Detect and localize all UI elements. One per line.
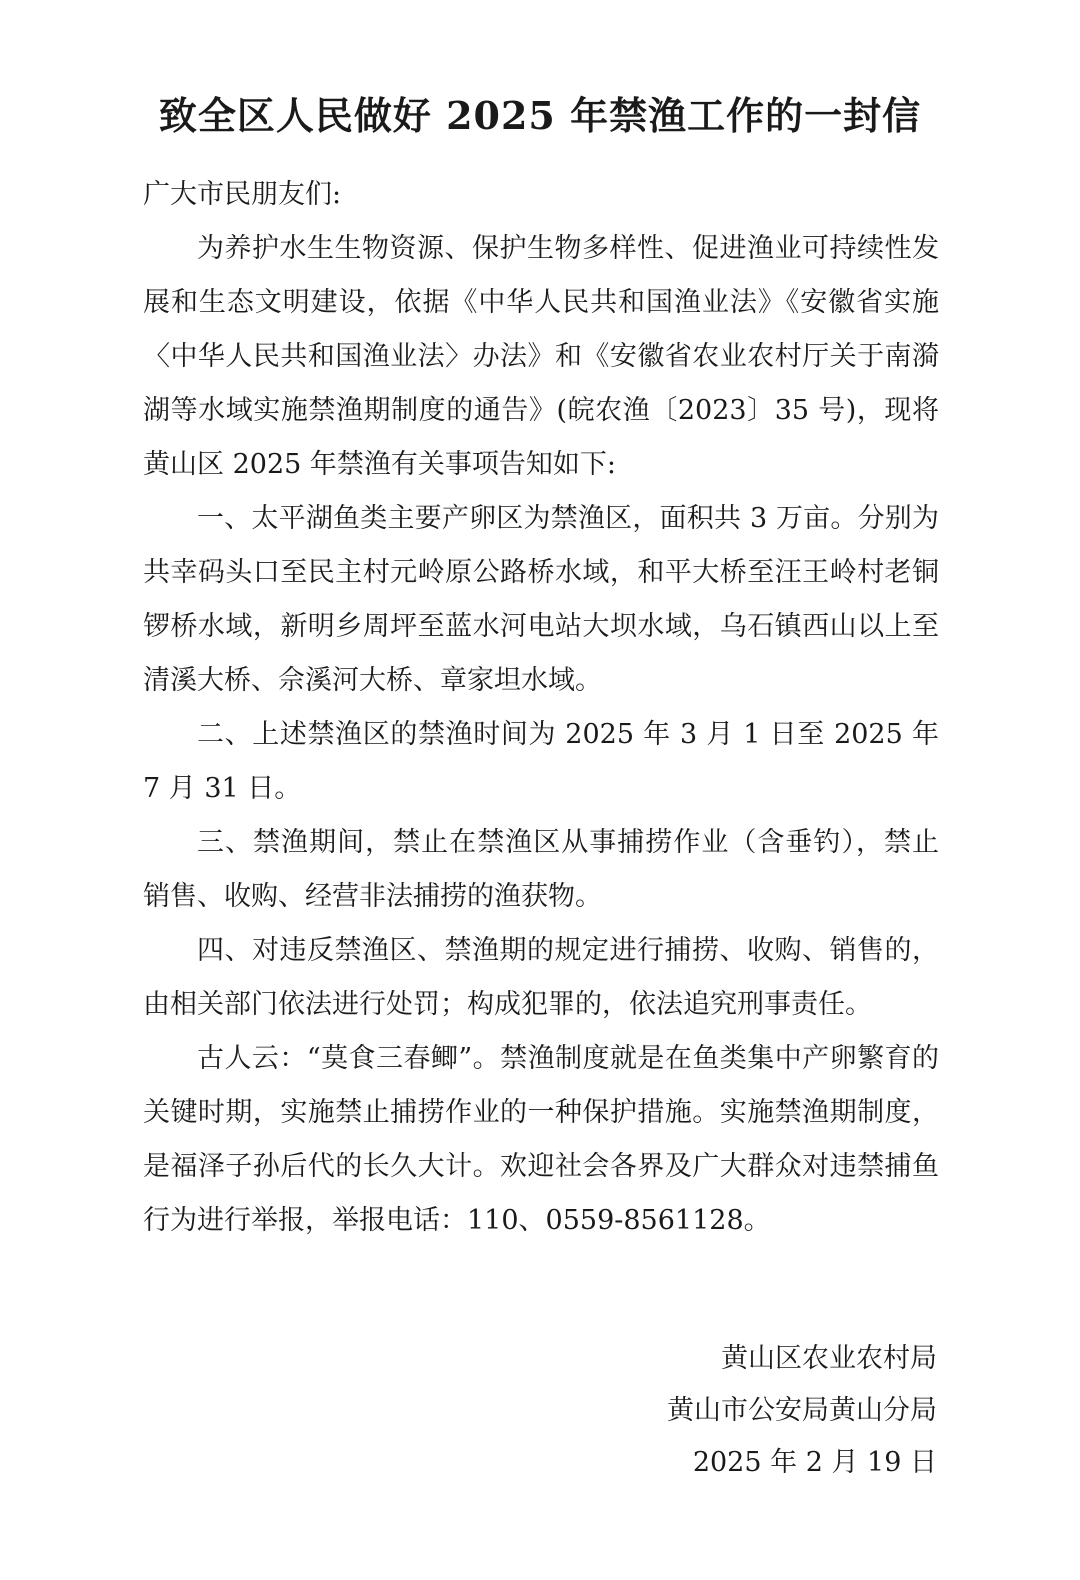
signature-block: [667, 1333, 937, 1489]
letter-body: [143, 168, 939, 1248]
paragraph-item-3: 三、禁渔期间，禁止在禁渔区从事捕捞作业（含垂钓），禁止销售、收购、经营非法捕捞的渔获物。: [143, 827, 939, 912]
paragraph-closing: 古人云：“莫食三春鲫”。禁渔制度就是在鱼类集中产卵繁育的关键时期，实施禁止捕捞作业的一种保护措施。实施禁渔期制度，是福泽子孙后代的长久大计。欢迎社会各界及广大群众对违禁捕鱼行为进行举报，举报电话：110、0559-8561128。: [143, 1043, 939, 1236]
paragraph-item-4: 四、对违反禁渔区、禁渔期的规定进行捕捞、收购、销售的，由相关部门依法进行处罚；构成犯罪的，依法追究刑事责任。: [143, 935, 939, 1020]
paragraph-item-2: 二、上述禁渔区的禁渔时间为 2025 年 3 月 1 日至 2025 年 7 月 31 日。: [143, 719, 939, 804]
salutation: 广大市民朋友们:: [143, 179, 342, 210]
issuer-police-branch: 黄山市公安局黄山分局: [667, 1395, 937, 1426]
document-title: 致全区人民做好 2025 年禁渔工作的一封信: [158, 93, 922, 138]
issuer-agriculture-bureau: 黄山区农业农村局: [721, 1343, 937, 1374]
paragraph-item-1: 一、太平湖鱼类主要产卵区为禁渔区，面积共 3 万亩。分别为共幸码头口至民主村元岭原公路桥水域，和平大桥至汪王岭村老铜锣桥水域，新明乡周坪至蓝水河电站大坝水域，乌石镇西山以上至清溪大桥、佘溪河大桥、章家坦水域。: [143, 503, 939, 696]
issue-date: 2025 年 2 月 19 日: [692, 1447, 937, 1478]
paragraph-intro: 为养护水生生物资源、保护生物多样性、促进渔业可持续性发展和生态文明建设，依据《中华人民共和国渔业法》《安徽省实施〈中华人民共和国渔业法〉办法》和《安徽省农业农村厅关于南漪湖等水域实施禁渔期制度的通告》(皖农渔〔2023〕35 号)，现将黄山区 2025 年禁渔有关事项告知如下:: [143, 233, 939, 480]
